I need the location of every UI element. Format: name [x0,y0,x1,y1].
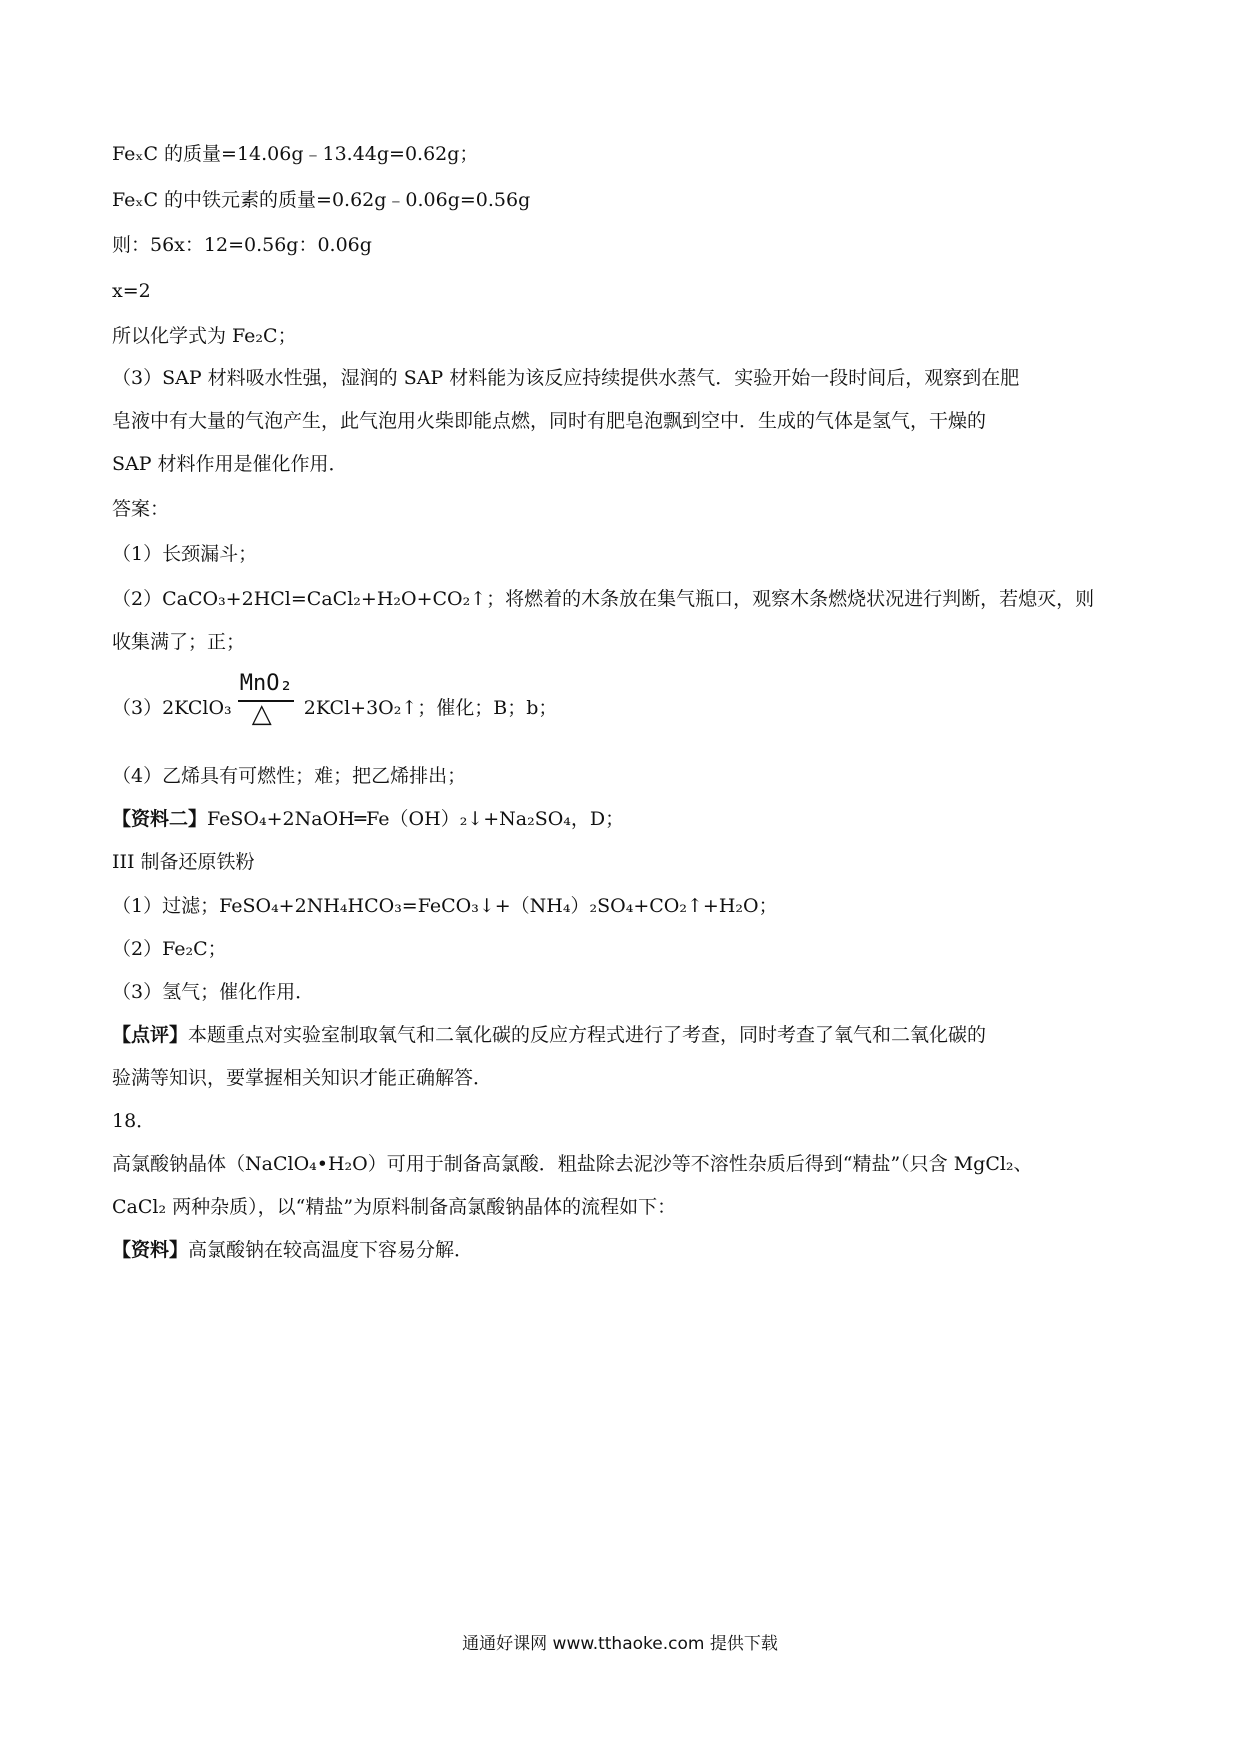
text-line [112,1023,986,1047]
text-line [112,1238,473,1262]
text-line: （1）过滤；FeSO₄+2NH₄HCO₃=FeCO₃↓+（NH₄）₂SO₄+CO₂↑+H₂O； [112,895,778,917]
text-line [112,807,624,831]
text-line: （1）长颈漏斗； [112,543,258,565]
text-line: 收集满了；正； [112,631,246,653]
equation-line [112,671,558,729]
text-span: 高氯酸钠在较高温度下容易分解． [188,1239,474,1261]
text-line: 高氯酸钠晶体（NaClO₄•H₂O）可用于制备高氯酸．粗盐除去泥沙等不溶性杂质后得到“精盐”（只含 MgCl₂、 [112,1153,1033,1175]
text-line: 18． [112,1110,156,1132]
text-line: SAP 材料作用是催化作用． [112,453,348,475]
text-line: CaCl₂ 两种杂质），以“精盐”为原料制备高氯酸钠晶体的流程如下： [112,1196,677,1218]
text-line: 答案： [112,498,170,520]
equation-prefix: （3）2KClO₃ [112,697,232,719]
tag-ziliao: 【资料】 [112,1239,189,1261]
text-line: 则：56x：12=0.56g：0.06g [112,234,372,256]
text-line: x=2 [112,280,151,302]
text-line: （2）Fe₂C； [112,938,227,960]
text-line: FeₓC 的中铁元素的质量=0.62g﹣0.06g=0.56g [112,189,531,211]
tag-dianping: 【点评】 [112,1024,189,1046]
text-span: FeSO₄+2NaOH═Fe（OH）₂↓+Na₂SO₄，D； [207,808,625,830]
text-line: （4）乙烯具有可燃性；难；把乙烯排出； [112,765,467,787]
page-footer: 通通好课网 www.tthaoke.com 提供下载 [462,1634,778,1654]
tag-ziliao2: 【资料二】 [112,808,208,830]
text-line: 验满等知识，要掌握相关知识才能正确解答． [112,1067,493,1089]
text-line: 所以化学式为 Fe₂C； [112,325,297,347]
text-line: FeₓC 的质量=14.06g﹣13.44g=0.62g； [112,143,479,165]
text-line: 皂液中有大量的气泡产生，此气泡用火柴即能点燃，同时有肥皂泡飘到空中．生成的气体是氢气，干燥的 [112,410,987,432]
text-line: III 制备还原铁粉 [112,851,255,873]
text-line: （2）CaCO₃+2HCl=CaCl₂+H₂O+CO₂↑；将燃着的木条放在集气瓶口，观察木条燃烧状况进行判断，若熄灭，则 [112,588,1095,610]
text-line: （3）SAP 材料吸水性强，湿润的 SAP 材料能为该反应持续提供水蒸气．实验开始一段时间后，观察到在肥 [112,367,1020,389]
catalyst-label: MnO₂ [239,671,293,696]
heat-symbol: △ [251,699,272,729]
equation-suffix: 2KCl+3O₂↑；催化；B；b； [303,697,558,719]
text-span: 本题重点对实验室制取氧气和二氧化碳的反应方程式进行了考查，同时考查了氧气和二氧化碳的 [188,1024,987,1046]
text-line: （3）氢气；催化作用． [112,981,315,1003]
